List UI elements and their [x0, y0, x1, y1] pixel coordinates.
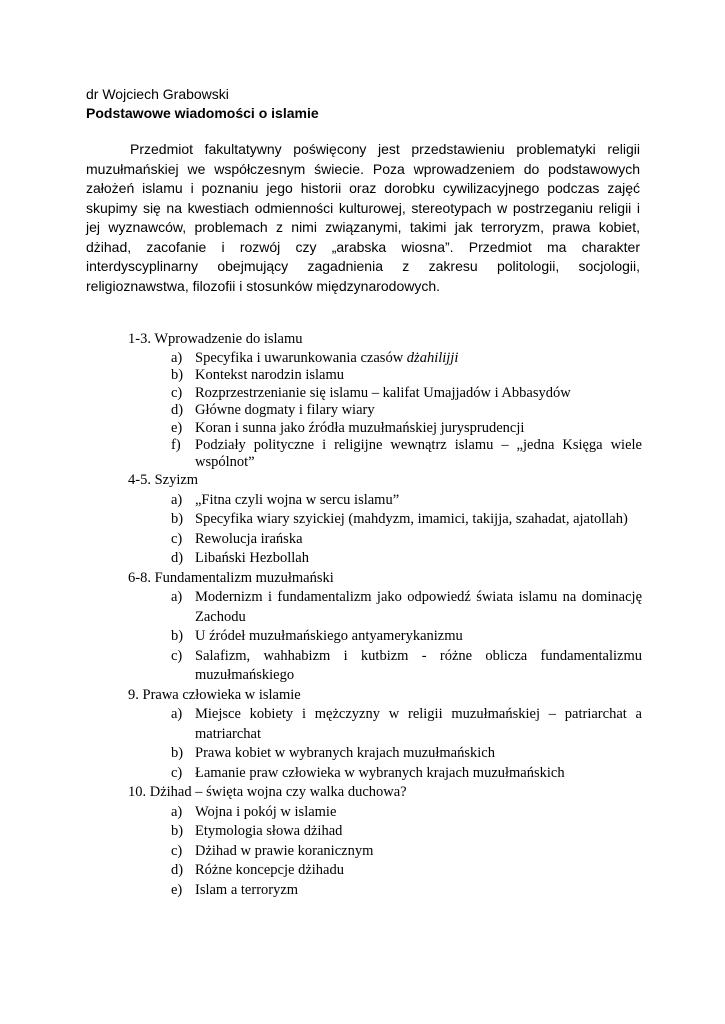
item-text: Główne dogmaty i filary wiary — [195, 402, 375, 418]
item-label: e) — [171, 419, 183, 436]
list-item — [128, 491, 642, 511]
list-item — [128, 881, 642, 901]
list-item — [128, 861, 642, 881]
section-title: 1-3. Wprowadzenie do islamu — [128, 331, 303, 347]
item-label: a) — [171, 706, 183, 722]
document-title: Podstawowe wiadomości o islamie — [86, 105, 319, 121]
course-outline — [128, 330, 642, 900]
list-item — [128, 705, 642, 744]
item-label: b) — [171, 745, 184, 761]
item-text: U źródeł muzułmańskiego antyamerykanizmu — [195, 628, 463, 644]
item-text: Wojna i pokój w islamie — [195, 803, 337, 820]
item-text: Specyfika wiary szyickiej (mahdyzm, imamici, takijja, szahadat, ajatollah) — [195, 511, 628, 527]
item-text: Różne koncepcje dżihadu — [195, 862, 344, 878]
item-label: a) — [171, 349, 183, 366]
item-label: a) — [171, 491, 183, 508]
list-item — [128, 367, 642, 385]
item-label: a) — [171, 803, 183, 820]
item-label: b) — [171, 511, 184, 527]
item-emphasis: dżahilijji — [406, 349, 459, 366]
list-item — [128, 842, 642, 862]
list-item — [128, 530, 642, 550]
item-text: Koran i sunna jako źródła muzułmańskiej jurysprudencji — [195, 419, 525, 436]
section-jihad — [128, 783, 642, 900]
item-label: b) — [171, 367, 184, 383]
item-label: b) — [171, 628, 184, 644]
section-introduction — [128, 330, 642, 471]
list-item — [128, 764, 642, 784]
item-label: a) — [171, 589, 183, 605]
list-item — [128, 350, 642, 368]
section-title: 10. Dżihad – święta wojna czy walka duchowa? — [128, 784, 407, 800]
intro-paragraph: Przedmiot fakultatywny poświęcony jest przedstawieniu problematyki religii muzułmańskiej we współczesnym świecie. Poza wprowadzeniem do podstawowych założeń islamu i poznaniu jego historii oraz dorobku cywilizacyjnego podczas zajęć skupimy się na kwestiach odmienności kulturowej, stereotypach w postrzeganiu religii i jej wyznawców, problemach z nimi związanymi, takimi jak terroryzm, prawa kobiet, dżihad, zacofanie i rozwój czy „arabska wiosna”. Przedmiot ma charakter interdyscyplinarny obejmujący zagadnienia z zakresu politologii, socjologii, religioznawstwa, filozofii i stosunków międzynarodowych. — [86, 141, 640, 294]
item-label: d) — [171, 402, 184, 418]
list-item — [128, 822, 642, 842]
item-text: „Fitna czyli wojna w sercu islamu” — [195, 491, 400, 508]
item-label: c) — [171, 842, 183, 859]
item-text: Islam a terroryzm — [195, 881, 299, 898]
item-text: Kontekst narodzin islamu — [195, 367, 345, 383]
list-item — [128, 402, 642, 420]
item-label: b) — [171, 823, 184, 839]
item-label: c) — [171, 764, 183, 781]
list-item — [128, 385, 642, 403]
list-item — [128, 420, 642, 438]
section-fundamentalism — [128, 569, 642, 686]
item-text: Prawa kobiet w wybranych krajach muzułmańskich — [195, 745, 495, 761]
item-text: Miejsce kobiety i mężczyzny w religii muzułmańskiej – patriarchat a matriarchat — [195, 706, 642, 742]
list-item — [128, 437, 642, 471]
item-text: Salafizm, wahhabizm i kutbizm - różne oblicza fundamentalizmu muzułmańskiego — [195, 647, 642, 683]
item-text: Etymologia słowa dżihad — [195, 823, 343, 839]
document-header — [86, 85, 646, 123]
item-text: Podziały polityczne i religijne wewnątrz islamu – „jedna Księga wiele wspólnot” — [195, 437, 642, 470]
list-item — [128, 647, 642, 686]
list-item — [128, 627, 642, 647]
section-title: 4-5. Szyizm — [128, 472, 199, 488]
item-label: c) — [171, 530, 183, 547]
list-item — [128, 744, 642, 764]
item-label: e) — [171, 881, 183, 898]
item-text: Dżihad w prawie koranicznym — [195, 842, 374, 859]
item-label: c) — [171, 384, 183, 401]
list-item — [128, 549, 642, 569]
section-title: 6-8. Fundamentalizm muzułmański — [128, 569, 334, 586]
item-label: d) — [171, 862, 184, 878]
item-label: f) — [171, 437, 181, 453]
section-human-rights — [128, 686, 642, 784]
list-item — [128, 803, 642, 823]
list-item — [128, 510, 642, 530]
item-text: Modernizm i fundamentalizm jako odpowiedź świata islamu na dominację Zachodu — [195, 589, 642, 625]
author-name: dr Wojciech Grabowski — [86, 86, 229, 102]
item-label: d) — [171, 550, 184, 566]
section-title: 9. Prawa człowieka w islamie — [128, 686, 301, 703]
item-text: Łamanie praw człowieka w wybranych krajach muzułmańskich — [195, 764, 565, 781]
item-text: Rewolucja irańska — [195, 530, 303, 547]
list-item — [128, 588, 642, 627]
section-shiism — [128, 471, 642, 569]
item-text: Rozprzestrzenianie się islamu – kalifat Umajjadów i Abbasydów — [195, 384, 571, 401]
item-text: Libański Hezbollah — [195, 550, 309, 566]
item-text: Specyfika i uwarunkowania czasów — [195, 349, 407, 366]
item-label: c) — [171, 647, 183, 664]
